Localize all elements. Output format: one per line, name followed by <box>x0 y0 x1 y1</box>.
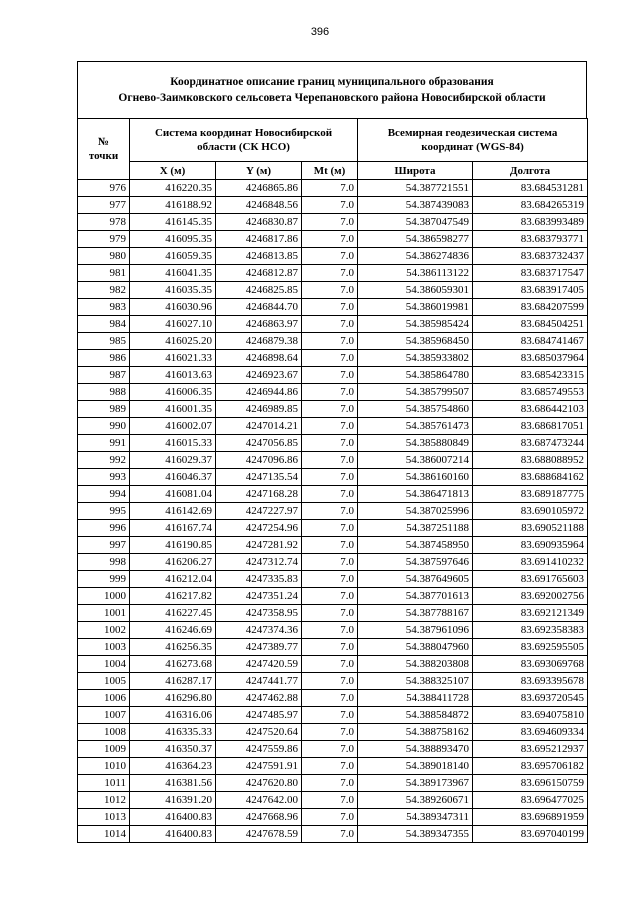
cell-point-number: 987 <box>78 367 130 384</box>
cell-mt: 7.0 <box>302 469 358 486</box>
cell-mt: 7.0 <box>302 316 358 333</box>
header-system-nso <box>130 119 358 162</box>
cell-latitude: 54.385880849 <box>358 435 473 452</box>
table-row <box>78 214 588 231</box>
table-row <box>78 452 588 469</box>
cell-latitude: 54.385761473 <box>358 418 473 435</box>
coordinates-table-body <box>78 180 588 843</box>
cell-point-number: 1008 <box>78 724 130 741</box>
cell-longitude: 83.691410232 <box>473 554 588 571</box>
cell-mt: 7.0 <box>302 180 358 197</box>
table-row <box>78 282 588 299</box>
table-row <box>78 707 588 724</box>
cell-x: 416316.06 <box>130 707 216 724</box>
cell-longitude: 83.683732437 <box>473 248 588 265</box>
table-row <box>78 673 588 690</box>
cell-point-number: 1001 <box>78 605 130 622</box>
cell-longitude: 83.684265319 <box>473 197 588 214</box>
cell-mt: 7.0 <box>302 588 358 605</box>
cell-mt: 7.0 <box>302 435 358 452</box>
cell-y: 4246863.97 <box>216 316 302 333</box>
table-row <box>78 299 588 316</box>
cell-latitude: 54.386274836 <box>358 248 473 265</box>
table-row <box>78 554 588 571</box>
table-row <box>78 503 588 520</box>
table-row <box>78 418 588 435</box>
cell-longitude: 83.684207599 <box>473 299 588 316</box>
cell-x: 416212.04 <box>130 571 216 588</box>
cell-x: 416059.35 <box>130 248 216 265</box>
table-row <box>78 435 588 452</box>
cell-mt: 7.0 <box>302 248 358 265</box>
cell-mt: 7.0 <box>302 571 358 588</box>
cell-y: 4247374.36 <box>216 622 302 639</box>
table-row <box>78 265 588 282</box>
cell-x: 416046.37 <box>130 469 216 486</box>
cell-point-number: 1002 <box>78 622 130 639</box>
cell-y: 4247520.64 <box>216 724 302 741</box>
cell-x: 416190.85 <box>130 537 216 554</box>
table-row <box>78 316 588 333</box>
cell-longitude: 83.688088952 <box>473 452 588 469</box>
cell-latitude: 54.385864780 <box>358 367 473 384</box>
cell-x: 416081.04 <box>130 486 216 503</box>
cell-x: 416217.82 <box>130 588 216 605</box>
cell-point-number: 1004 <box>78 656 130 673</box>
cell-point-number: 990 <box>78 418 130 435</box>
cell-longitude: 83.684504251 <box>473 316 588 333</box>
cell-y: 4247281.92 <box>216 537 302 554</box>
cell-y: 4247389.77 <box>216 639 302 656</box>
cell-mt: 7.0 <box>302 197 358 214</box>
table-row <box>78 605 588 622</box>
cell-longitude: 83.695212937 <box>473 741 588 758</box>
cell-x: 416167.74 <box>130 520 216 537</box>
cell-mt: 7.0 <box>302 282 358 299</box>
cell-x: 416002.07 <box>130 418 216 435</box>
cell-longitude: 83.690935964 <box>473 537 588 554</box>
cell-mt: 7.0 <box>302 724 358 741</box>
cell-y: 4247096.86 <box>216 452 302 469</box>
cell-x: 416364.23 <box>130 758 216 775</box>
cell-latitude: 54.389260671 <box>358 792 473 809</box>
table-row <box>78 384 588 401</box>
cell-longitude: 83.683717547 <box>473 265 588 282</box>
table-row <box>78 588 588 605</box>
cell-x: 416227.45 <box>130 605 216 622</box>
cell-y: 4247254.96 <box>216 520 302 537</box>
header-mt: Mt (м) <box>302 162 358 180</box>
table-row <box>78 724 588 741</box>
cell-x: 416220.35 <box>130 180 216 197</box>
cell-y: 4247351.24 <box>216 588 302 605</box>
table-row <box>78 622 588 639</box>
header-longitude: Долгота <box>473 162 588 180</box>
cell-x: 416400.83 <box>130 826 216 843</box>
cell-latitude: 54.388325107 <box>358 673 473 690</box>
table-row <box>78 639 588 656</box>
cell-y: 4247014.21 <box>216 418 302 435</box>
table-row <box>78 656 588 673</box>
cell-latitude: 54.389347311 <box>358 809 473 826</box>
cell-y: 4246898.64 <box>216 350 302 367</box>
table-row <box>78 333 588 350</box>
cell-latitude: 54.387439083 <box>358 197 473 214</box>
cell-x: 416029.37 <box>130 452 216 469</box>
cell-mt: 7.0 <box>302 775 358 792</box>
cell-x: 416013.63 <box>130 367 216 384</box>
coordinates-table <box>77 118 588 843</box>
cell-latitude: 54.385968450 <box>358 333 473 350</box>
header-system-wgs-line-1: Всемирная геодезическая система <box>387 127 558 139</box>
cell-point-number: 988 <box>78 384 130 401</box>
cell-latitude: 54.386019981 <box>358 299 473 316</box>
cell-latitude: 54.386059301 <box>358 282 473 299</box>
coordinate-sheet <box>77 61 587 843</box>
table-row <box>78 486 588 503</box>
table-row <box>78 180 588 197</box>
cell-longitude: 83.692358383 <box>473 622 588 639</box>
cell-longitude: 83.685423315 <box>473 367 588 384</box>
header-x: X (м) <box>130 162 216 180</box>
cell-mt: 7.0 <box>302 333 358 350</box>
cell-point-number: 992 <box>78 452 130 469</box>
cell-latitude: 54.388758162 <box>358 724 473 741</box>
cell-longitude: 83.690105972 <box>473 503 588 520</box>
cell-x: 416030.96 <box>130 299 216 316</box>
cell-longitude: 83.685749553 <box>473 384 588 401</box>
cell-longitude: 83.695706182 <box>473 758 588 775</box>
cell-y: 4247462.88 <box>216 690 302 707</box>
cell-x: 416350.37 <box>130 741 216 758</box>
cell-y: 4246817.86 <box>216 231 302 248</box>
cell-mt: 7.0 <box>302 622 358 639</box>
table-row <box>78 792 588 809</box>
cell-y: 4246879.38 <box>216 333 302 350</box>
table-row <box>78 197 588 214</box>
cell-x: 416142.69 <box>130 503 216 520</box>
cell-y: 4247642.00 <box>216 792 302 809</box>
cell-mt: 7.0 <box>302 231 358 248</box>
table-row <box>78 520 588 537</box>
cell-x: 416035.35 <box>130 282 216 299</box>
cell-longitude: 83.684531281 <box>473 180 588 197</box>
cell-longitude: 83.692002756 <box>473 588 588 605</box>
cell-y: 4247227.97 <box>216 503 302 520</box>
header-point-number-symbol: № <box>97 136 110 148</box>
cell-mt: 7.0 <box>302 826 358 843</box>
header-point-number-word: точки <box>88 150 119 162</box>
header-latitude: Широта <box>358 162 473 180</box>
cell-mt: 7.0 <box>302 299 358 316</box>
cell-y: 4247591.91 <box>216 758 302 775</box>
cell-mt: 7.0 <box>302 741 358 758</box>
cell-mt: 7.0 <box>302 350 358 367</box>
cell-longitude: 83.689187775 <box>473 486 588 503</box>
cell-x: 416021.33 <box>130 350 216 367</box>
cell-latitude: 54.388203808 <box>358 656 473 673</box>
table-row <box>78 367 588 384</box>
cell-latitude: 54.386113122 <box>358 265 473 282</box>
cell-point-number: 1009 <box>78 741 130 758</box>
cell-latitude: 54.389173967 <box>358 775 473 792</box>
cell-latitude: 54.385799507 <box>358 384 473 401</box>
cell-y: 4246825.85 <box>216 282 302 299</box>
cell-y: 4246812.87 <box>216 265 302 282</box>
cell-point-number: 994 <box>78 486 130 503</box>
cell-point-number: 1011 <box>78 775 130 792</box>
cell-mt: 7.0 <box>302 639 358 656</box>
cell-x: 416391.20 <box>130 792 216 809</box>
table-row <box>78 537 588 554</box>
cell-longitude: 83.683793771 <box>473 231 588 248</box>
cell-mt: 7.0 <box>302 809 358 826</box>
cell-x: 416256.35 <box>130 639 216 656</box>
cell-latitude: 54.388047960 <box>358 639 473 656</box>
cell-point-number: 1007 <box>78 707 130 724</box>
cell-x: 416296.80 <box>130 690 216 707</box>
cell-mt: 7.0 <box>302 265 358 282</box>
cell-latitude: 54.386598277 <box>358 231 473 248</box>
cell-longitude: 83.691765603 <box>473 571 588 588</box>
cell-mt: 7.0 <box>302 214 358 231</box>
cell-y: 4247420.59 <box>216 656 302 673</box>
cell-point-number: 986 <box>78 350 130 367</box>
cell-longitude: 83.685037964 <box>473 350 588 367</box>
cell-mt: 7.0 <box>302 401 358 418</box>
cell-x: 416025.20 <box>130 333 216 350</box>
cell-y: 4246865.86 <box>216 180 302 197</box>
cell-x: 416095.35 <box>130 231 216 248</box>
cell-y: 4247056.85 <box>216 435 302 452</box>
cell-mt: 7.0 <box>302 367 358 384</box>
cell-point-number: 995 <box>78 503 130 520</box>
cell-point-number: 998 <box>78 554 130 571</box>
cell-latitude: 54.387701613 <box>358 588 473 605</box>
cell-x: 416145.35 <box>130 214 216 231</box>
cell-latitude: 54.388893470 <box>358 741 473 758</box>
cell-point-number: 1012 <box>78 792 130 809</box>
cell-latitude: 54.387649605 <box>358 571 473 588</box>
cell-x: 416381.56 <box>130 775 216 792</box>
cell-y: 4247559.86 <box>216 741 302 758</box>
cell-point-number: 1010 <box>78 758 130 775</box>
cell-mt: 7.0 <box>302 418 358 435</box>
cell-y: 4247678.59 <box>216 826 302 843</box>
cell-longitude: 83.694075810 <box>473 707 588 724</box>
page-number: 396 <box>310 26 330 38</box>
cell-mt: 7.0 <box>302 520 358 537</box>
cell-y: 4246989.85 <box>216 401 302 418</box>
table-row <box>78 571 588 588</box>
cell-x: 416041.35 <box>130 265 216 282</box>
cell-y: 4246944.86 <box>216 384 302 401</box>
table-row <box>78 350 588 367</box>
cell-longitude: 83.696891959 <box>473 809 588 826</box>
cell-point-number: 982 <box>78 282 130 299</box>
cell-x: 416188.92 <box>130 197 216 214</box>
cell-x: 416006.35 <box>130 384 216 401</box>
cell-latitude: 54.386160160 <box>358 469 473 486</box>
cell-y: 4246923.67 <box>216 367 302 384</box>
cell-x: 416206.27 <box>130 554 216 571</box>
table-row <box>78 758 588 775</box>
cell-longitude: 83.684741467 <box>473 333 588 350</box>
table-row <box>78 826 588 843</box>
cell-longitude: 83.692121349 <box>473 605 588 622</box>
cell-point-number: 996 <box>78 520 130 537</box>
cell-latitude: 54.387047549 <box>358 214 473 231</box>
cell-point-number: 980 <box>78 248 130 265</box>
table-row <box>78 690 588 707</box>
cell-latitude: 54.389018140 <box>358 758 473 775</box>
cell-y: 4247168.28 <box>216 486 302 503</box>
header-system-wgs <box>358 119 588 162</box>
table-row <box>78 741 588 758</box>
cell-point-number: 989 <box>78 401 130 418</box>
cell-y: 4247668.96 <box>216 809 302 826</box>
cell-mt: 7.0 <box>302 554 358 571</box>
cell-longitude: 83.686817051 <box>473 418 588 435</box>
cell-x: 416001.35 <box>130 401 216 418</box>
document-caption <box>77 61 587 119</box>
cell-point-number: 978 <box>78 214 130 231</box>
cell-y: 4246813.85 <box>216 248 302 265</box>
cell-latitude: 54.387458950 <box>358 537 473 554</box>
cell-x: 416027.10 <box>130 316 216 333</box>
cell-x: 416273.68 <box>130 656 216 673</box>
cell-y: 4246844.70 <box>216 299 302 316</box>
cell-point-number: 981 <box>78 265 130 282</box>
header-y: Y (м) <box>216 162 302 180</box>
cell-y: 4246830.87 <box>216 214 302 231</box>
cell-latitude: 54.389347355 <box>358 826 473 843</box>
cell-point-number: 983 <box>78 299 130 316</box>
header-system-wgs-line-2: координат (WGS-84) <box>421 141 524 153</box>
cell-point-number: 985 <box>78 333 130 350</box>
cell-longitude: 83.696150759 <box>473 775 588 792</box>
cell-point-number: 1003 <box>78 639 130 656</box>
cell-latitude: 54.386471813 <box>358 486 473 503</box>
cell-mt: 7.0 <box>302 656 358 673</box>
cell-x: 416246.69 <box>130 622 216 639</box>
cell-latitude: 54.385933802 <box>358 350 473 367</box>
cell-latitude: 54.387961096 <box>358 622 473 639</box>
cell-y: 4247312.74 <box>216 554 302 571</box>
table-row <box>78 248 588 265</box>
table-row <box>78 231 588 248</box>
cell-point-number: 976 <box>78 180 130 197</box>
cell-point-number: 1014 <box>78 826 130 843</box>
cell-mt: 7.0 <box>302 758 358 775</box>
cell-point-number: 977 <box>78 197 130 214</box>
cell-x: 416335.33 <box>130 724 216 741</box>
cell-y: 4246848.56 <box>216 197 302 214</box>
cell-mt: 7.0 <box>302 707 358 724</box>
cell-longitude: 83.693395678 <box>473 673 588 690</box>
cell-longitude: 83.693720545 <box>473 690 588 707</box>
caption-line-2: Огнево-Заимковского сельсовета Черепановского района Новосибирской области <box>118 92 546 104</box>
cell-latitude: 54.387597646 <box>358 554 473 571</box>
cell-point-number: 993 <box>78 469 130 486</box>
table-row <box>78 401 588 418</box>
cell-point-number: 991 <box>78 435 130 452</box>
cell-y: 4247441.77 <box>216 673 302 690</box>
cell-point-number: 1005 <box>78 673 130 690</box>
cell-longitude: 83.686442103 <box>473 401 588 418</box>
cell-mt: 7.0 <box>302 486 358 503</box>
cell-latitude: 54.387025996 <box>358 503 473 520</box>
cell-longitude: 83.683917405 <box>473 282 588 299</box>
cell-longitude: 83.683993489 <box>473 214 588 231</box>
cell-mt: 7.0 <box>302 452 358 469</box>
cell-longitude: 83.687473244 <box>473 435 588 452</box>
cell-point-number: 984 <box>78 316 130 333</box>
cell-mt: 7.0 <box>302 503 358 520</box>
header-system-nso-line-1: Система координат Новосибирской <box>154 127 333 139</box>
table-row <box>78 775 588 792</box>
cell-point-number: 1000 <box>78 588 130 605</box>
cell-longitude: 83.693069768 <box>473 656 588 673</box>
table-row <box>78 809 588 826</box>
cell-mt: 7.0 <box>302 605 358 622</box>
cell-y: 4247485.97 <box>216 707 302 724</box>
cell-mt: 7.0 <box>302 673 358 690</box>
cell-longitude: 83.694609334 <box>473 724 588 741</box>
cell-longitude: 83.692595505 <box>473 639 588 656</box>
cell-latitude: 54.385754860 <box>358 401 473 418</box>
cell-longitude: 83.697040199 <box>473 826 588 843</box>
cell-longitude: 83.696477025 <box>473 792 588 809</box>
header-point-number <box>78 119 130 180</box>
cell-x: 416287.17 <box>130 673 216 690</box>
caption-line-1: Координатное описание границ муниципального образования <box>170 76 494 88</box>
cell-mt: 7.0 <box>302 690 358 707</box>
cell-point-number: 1006 <box>78 690 130 707</box>
table-row <box>78 469 588 486</box>
cell-y: 4247358.95 <box>216 605 302 622</box>
cell-y: 4247135.54 <box>216 469 302 486</box>
cell-x: 416015.33 <box>130 435 216 452</box>
cell-latitude: 54.388584872 <box>358 707 473 724</box>
cell-latitude: 54.388411728 <box>358 690 473 707</box>
cell-point-number: 1013 <box>78 809 130 826</box>
cell-mt: 7.0 <box>302 537 358 554</box>
cell-x: 416400.83 <box>130 809 216 826</box>
cell-latitude: 54.387788167 <box>358 605 473 622</box>
cell-point-number: 979 <box>78 231 130 248</box>
header-system-nso-line-2: области (СК НСО) <box>197 141 290 153</box>
cell-y: 4247620.80 <box>216 775 302 792</box>
cell-latitude: 54.387251188 <box>358 520 473 537</box>
cell-latitude: 54.386007214 <box>358 452 473 469</box>
cell-latitude: 54.385985424 <box>358 316 473 333</box>
cell-longitude: 83.688684162 <box>473 469 588 486</box>
cell-y: 4247335.83 <box>216 571 302 588</box>
cell-mt: 7.0 <box>302 792 358 809</box>
cell-mt: 7.0 <box>302 384 358 401</box>
cell-latitude: 54.387721551 <box>358 180 473 197</box>
cell-point-number: 997 <box>78 537 130 554</box>
cell-longitude: 83.690521188 <box>473 520 588 537</box>
cell-point-number: 999 <box>78 571 130 588</box>
